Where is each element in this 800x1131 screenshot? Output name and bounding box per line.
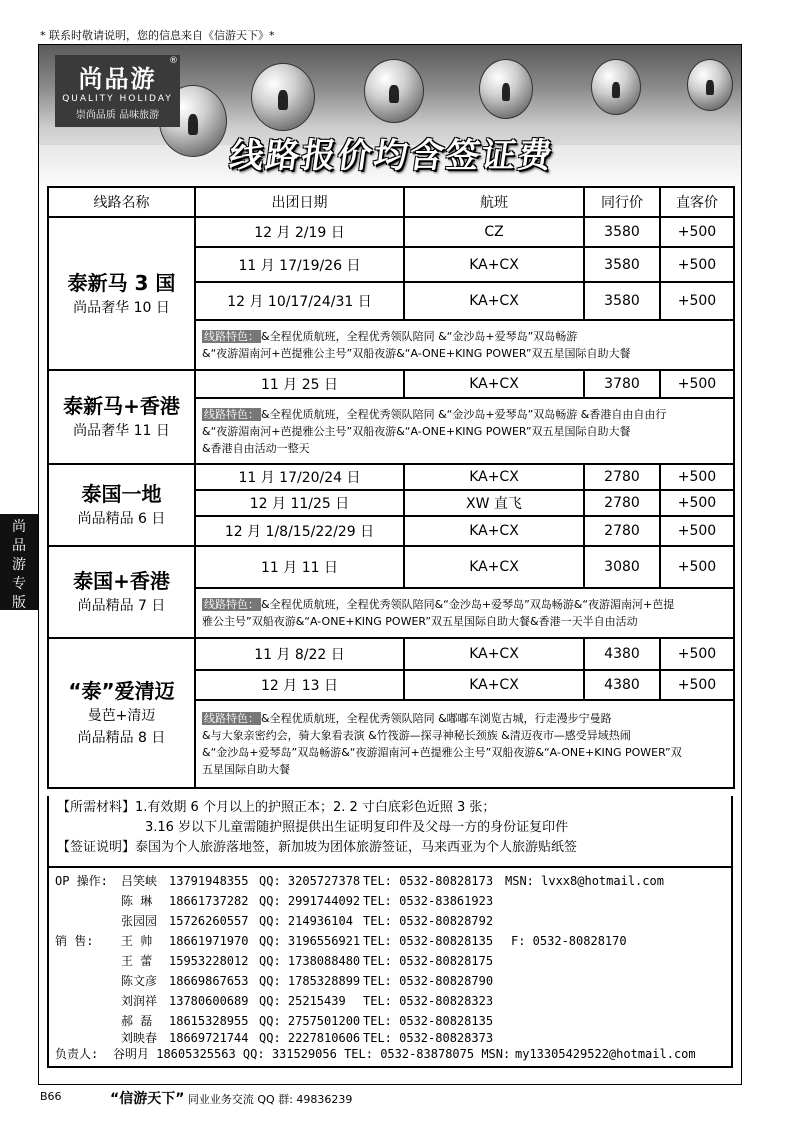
contact-tel: TEL: 0532-83861923 [363, 894, 494, 908]
peer-price-cell: 4380 [584, 670, 660, 700]
table-header-row [48, 187, 734, 217]
contact-tel: TEL: 0532-80828135 [363, 1014, 494, 1028]
date-cell: 12 月 1/8/15/22/29 日 [195, 516, 404, 546]
contact-phone: 13780600689 [169, 994, 249, 1008]
visa-line [57, 838, 723, 858]
route-name: 泰新马+香港 [63, 394, 180, 418]
peer-price-cell: 2780 [584, 490, 660, 516]
date-cell: 11 月 8/22 日 [195, 638, 404, 670]
feature-line: &“金沙岛+爱琴岛”双岛畅游&“夜游湄南河+芭提雅公主号”双船夜游&“A-ONE+KING POWER”双 [202, 746, 682, 759]
route-cell [48, 217, 195, 370]
contact-tel: TEL: 0532-80828175 [363, 954, 494, 968]
contact-phone: 13791948355 [169, 874, 249, 888]
direct-price-cell: +500 [660, 217, 734, 247]
contact-tel: TEL: 0532-80828790 [363, 974, 494, 988]
route-sub: 曼芭+清迈 [87, 708, 156, 724]
contact-phone: 15953228012 [169, 954, 249, 968]
top-note: * 联系时敬请说明，您的信息来自《信游天下》* [40, 29, 275, 42]
peer-price-cell: 4380 [584, 638, 660, 670]
contact-qq: QQ: 1785328899 [259, 974, 361, 988]
peer-price-cell: 3580 [584, 217, 660, 247]
route-sub: 尚品精品 7 日 [77, 598, 166, 614]
direct-price-cell: +500 [660, 490, 734, 516]
contact-phone: 18669867653 [169, 974, 249, 988]
op-label: OP 操作: [55, 874, 108, 888]
flight-cell: CZ [404, 217, 584, 247]
visa-text: 泰国为个人旅游落地签，新加坡为团体旅游签证，马来西亚为个人旅游贴纸签 [135, 840, 578, 855]
footer-brand: “信游天下” [110, 1091, 185, 1107]
date-cell: 11 月 25 日 [195, 370, 404, 398]
contact-name: 郝 磊 [121, 1014, 153, 1028]
contact-tel: TEL: 0532-80828323 [363, 994, 494, 1008]
feature-line: &全程优质航班，全程优秀领队陪同 &嘟嘟车浏览古城，行走漫步宁曼路 [261, 712, 612, 725]
materials-label: 【所需材料】 [57, 800, 136, 815]
route-name: 泰国+香港 [73, 569, 170, 593]
table-row [48, 370, 734, 398]
materials-text: 1.有效期 6 个月以上的护照正本；2. 2 寸白底彩色近照 3 张； [135, 800, 496, 815]
registered-mark: ® [169, 56, 178, 66]
contact-fax: F: 0532-80828170 [511, 934, 627, 948]
contact-qq: QQ: 3205727378 [259, 874, 361, 888]
feature-line: &“夜游湄南河+芭提雅公主号”双船夜游&“A-ONE+KING POWER”双五星国际自助大餐 [202, 347, 631, 360]
price-table [47, 186, 735, 789]
contact-extra: MSN: lvxx8@hotmail.com [505, 874, 664, 888]
flight-cell: KA+CX [404, 464, 584, 490]
manager-label: 负责人: [55, 1047, 99, 1061]
feature-line: &香港自由活动一整天 [202, 441, 310, 455]
flight-cell: KA+CX [404, 282, 584, 320]
route-name: “泰”爱清迈 [68, 679, 175, 703]
visa-label: 【签证说明】 [57, 840, 136, 855]
materials-line-2: 3.16 岁以下儿童需随护照提供出生证明复印件及父母一方的身份证复印件 [145, 820, 569, 835]
footer-qq-group: 同业业务交流 QQ 群: 49836239 [187, 1093, 353, 1106]
header-date: 出团日期 [195, 187, 404, 217]
contact-phone: 18661971970 [169, 934, 249, 948]
brand-logo [55, 55, 180, 127]
feature-label: 线路特色： [204, 330, 259, 343]
route-cell [48, 464, 195, 546]
route-cell [48, 546, 195, 638]
header-direct-price: 直客价 [660, 187, 734, 217]
feature-line: &全程优质航班，全程优秀领队陪同 &“金沙岛+爱琴岛”双岛畅游 &香港自由自由行 [261, 407, 667, 421]
peer-price-cell: 3580 [584, 247, 660, 282]
contact-qq: QQ: 25215439 [259, 994, 346, 1008]
contact-name: 陈 琳 [121, 894, 153, 908]
flight-cell: KA+CX [404, 670, 584, 700]
feature-line: &“夜游湄南河+芭提雅公主号”双船夜游&“A-ONE+KING POWER”双五星国际自助大餐 [202, 424, 631, 438]
table-row [48, 217, 734, 247]
date-cell: 12 月 2/19 日 [195, 217, 404, 247]
logo-slogan: 崇尚品质 品味旅游 [75, 110, 160, 121]
header-route: 线路名称 [48, 187, 195, 217]
feature-line: &全程优质航班，全程优秀领队陪同&“金沙岛+爱琴岛”双岛畅游&“夜游湄南河+芭提 [261, 598, 675, 611]
route-sub: 尚品精品 6 日 [77, 511, 166, 527]
feature-label: 线路特色： [204, 712, 259, 725]
feature-cell [195, 320, 734, 370]
snow-globe-icon [591, 59, 641, 115]
route-sub: 尚品奢华 10 日 [73, 299, 170, 316]
contact-name: 张园园 [121, 914, 158, 928]
table-row [48, 546, 734, 588]
contact-qq: QQ: 2757501200 [259, 1014, 361, 1028]
table-row [48, 464, 734, 490]
date-cell: 12 月 13 日 [195, 670, 404, 700]
snow-globe-icon [687, 59, 733, 111]
sales-label: 销 售: [55, 934, 94, 948]
feature-cell [195, 588, 734, 638]
header-flight: 航班 [404, 187, 584, 217]
date-cell: 11 月 17/20/24 日 [195, 464, 404, 490]
flight-cell: XW 直飞 [404, 490, 584, 516]
peer-price-cell: 3080 [584, 546, 660, 588]
direct-price-cell: +500 [660, 516, 734, 546]
date-cell: 11 月 11 日 [195, 546, 404, 588]
route-cell [48, 638, 195, 788]
route-sub: 尚品精品 8 日 [77, 730, 166, 746]
route-name: 泰新马 3 国 [67, 270, 176, 295]
feature-label: 线路特色： [204, 598, 259, 611]
footer-group [110, 1088, 352, 1108]
snow-globe-icon [364, 59, 424, 123]
direct-price-cell: +500 [660, 370, 734, 398]
flight-cell: KA+CX [404, 638, 584, 670]
contact-box [47, 868, 733, 1068]
contact-name: 刘映春 [121, 1031, 158, 1045]
contact-name: 吕笑峡 [121, 874, 158, 888]
contact-qq: QQ: 2227810606 [259, 1031, 361, 1045]
feature-label: 线路特色： [204, 407, 259, 421]
flight-cell: KA+CX [404, 516, 584, 546]
manager-info: 谷明月 18605325563 QQ: 331529056 TEL: 0532-83878075 MSN: [113, 1047, 511, 1061]
contact-phone: 18615328955 [169, 1014, 249, 1028]
flight-cell: KA+CX [404, 546, 584, 588]
contact-phone: 18661737282 [169, 894, 249, 908]
flight-cell: KA+CX [404, 247, 584, 282]
contact-name: 陈文彦 [121, 974, 158, 988]
contact-qq: QQ: 214936104 [259, 914, 353, 928]
feature-line: &与大象亲密约会，骑大象看表演 &竹筏游—探寻神秘长颈族 &清迈夜市—感受异域热闹 [202, 729, 631, 742]
page-number: B66 [40, 1090, 62, 1103]
contact-phone: 18669721744 [169, 1031, 249, 1045]
contact-phone: 15726260557 [169, 914, 249, 928]
manager-email: my13305429522@hotmail.com [515, 1047, 696, 1061]
feature-line: 雅公主号”双船夜游&“A-ONE+KING POWER”双五星国际自助大餐&香港一天半自由活动 [202, 615, 638, 628]
side-tab-text: 尚品游专版 [12, 519, 26, 611]
snow-globe-icon [479, 59, 533, 119]
feature-line: 五星国际自助大餐 [202, 763, 290, 776]
date-cell: 12 月 11/25 日 [195, 490, 404, 516]
feature-line: &全程优质航班，全程优秀领队陪同 &“金沙岛+爱琴岛”双岛畅游 [261, 330, 578, 343]
headline: 线路报价均含签证费 [226, 136, 557, 176]
footer [40, 1090, 353, 1107]
header-peer-price: 同行价 [584, 187, 660, 217]
flight-cell: KA+CX [404, 370, 584, 398]
peer-price-cell: 3580 [584, 282, 660, 320]
route-sub: 尚品奢华 11 日 [73, 423, 170, 439]
direct-price-cell: +500 [660, 464, 734, 490]
logo-english: QUALITY HOLIDAY [62, 94, 173, 104]
peer-price-cell: 2780 [584, 464, 660, 490]
contact-name: 王 蕾 [121, 954, 153, 968]
direct-price-cell: +500 [660, 670, 734, 700]
contact-name: 刘润祥 [121, 994, 158, 1008]
contact-tel: TEL: 0532-80828173 [363, 874, 494, 888]
contact-name: 王 帅 [121, 934, 153, 948]
direct-price-cell: +500 [660, 638, 734, 670]
peer-price-cell: 3780 [584, 370, 660, 398]
contact-qq: QQ: 3196556921 [259, 934, 361, 948]
logo-name: 尚品游 [78, 65, 157, 93]
materials-line [57, 798, 723, 818]
contact-qq: QQ: 2991744092 [259, 894, 361, 908]
date-cell: 11 月 17/19/26 日 [195, 247, 404, 282]
contact-qq: QQ: 1738088480 [259, 954, 361, 968]
contact-tel: TEL: 0532-80828792 [363, 914, 494, 928]
direct-price-cell: +500 [660, 247, 734, 282]
route-cell [48, 370, 195, 464]
side-tab [0, 514, 38, 610]
peer-price-cell: 2780 [584, 516, 660, 546]
direct-price-cell: +500 [660, 546, 734, 588]
date-cell: 12 月 10/17/24/31 日 [195, 282, 404, 320]
route-name: 泰国一地 [81, 482, 162, 506]
table-row [48, 638, 734, 670]
contact-tel: TEL: 0532-80828373 [363, 1031, 494, 1045]
feature-cell [195, 700, 734, 788]
feature-cell [195, 398, 734, 464]
requirements-box [47, 796, 733, 868]
snow-globe-icon [251, 63, 315, 131]
contact-tel: TEL: 0532-80828135 [363, 934, 494, 948]
direct-price-cell: +500 [660, 282, 734, 320]
